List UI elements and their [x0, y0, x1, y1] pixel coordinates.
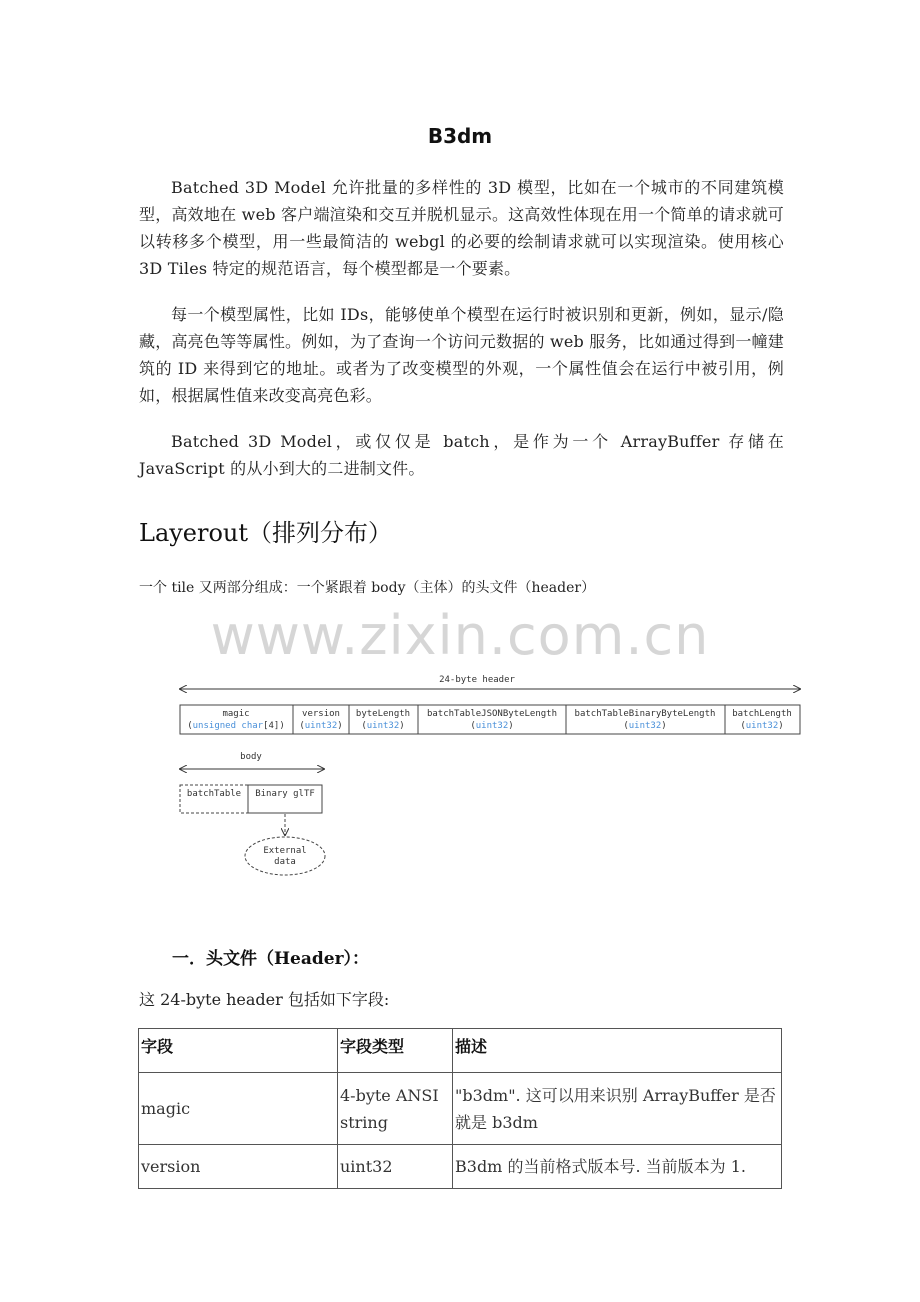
field-version-type: (uint32) [299, 721, 343, 731]
b3dm-layout-diagram [170, 668, 810, 890]
field-batchtablejson-type: (uint32) [470, 721, 514, 731]
field-batchtablebinary-name: batchTableBinaryByteLength [574, 709, 716, 719]
field-batchtablejson-name: batchTableJSONByteLength [426, 709, 558, 719]
field-bytelength-type: (uint32) [361, 721, 405, 731]
body-span-label: body [240, 752, 262, 762]
field-version-name: version [302, 709, 340, 719]
watermark: www.zixin.com.cn [210, 604, 710, 667]
header-section-heading: 一．头文件（Header）： [172, 949, 370, 969]
intro-paragraph-3: Batched 3D Model，或仅仅是 batch，是作为一个 ArrayBuffer 存储在 JavaScript 的从小到大的二进制文件。 [139, 432, 784, 478]
table-header-cell: 字段类型 [338, 1029, 453, 1073]
field-batchlength-type: (uint32) [740, 721, 784, 731]
header-fields-table [138, 1028, 782, 1189]
layout-heading: Layerout（排列分布） [139, 519, 393, 547]
document-title: B3dm [427, 124, 493, 148]
table-row [139, 1073, 782, 1145]
binary-gltf-label: Binary glTF [255, 789, 315, 799]
table-cell: B3dm 的当前格式版本号. 当前版本为 1. [453, 1145, 782, 1189]
table-header-cell: 描述 [453, 1029, 782, 1073]
intro-paragraph-2: 每一个模型属性，比如 IDs，能够使单个模型在运行时被识别和更新，例如，显示/隐藏，高亮色等等属性。例如，为了查询一个访问元数据的 web 服务，比如通过得到一幢建筑的 ID 来得到它的地址。或者为了改变模型的外观，一个属性值会在运行中被引用，例如，根据属性值来改变高亮色彩。 [139, 305, 784, 405]
field-bytelength-name: byteLength [355, 709, 411, 719]
header-span-label: 24-byte header [439, 675, 515, 685]
external-data-ellipse [245, 837, 325, 875]
intro-paragraph-1: Batched 3D Model 允许批量的多样性的 3D 模型，比如在一个城市的不同建筑模型，高效地在 web 客户端渲染和交互并脱机显示。这高效性体现在用一个简单的请求就可以转移多个模型，用一些最简洁的 webgl 的必要的绘制请求就可以实现渲染。使用核心 3D Tiles 特定的规范语言，每个模型都是一个要素。 [139, 178, 784, 278]
external-data-label-1: External [263, 846, 307, 856]
table-cell: "b3dm". 这可以用来识别 ArrayBuffer 是否就是 b3dm [453, 1073, 782, 1145]
table-cell: uint32 [338, 1145, 453, 1189]
table-cell: magic [139, 1073, 338, 1145]
external-data-label-2: data [274, 857, 296, 867]
header-intro: 这 24-byte header 包括如下字段: [139, 990, 390, 1009]
field-batchtablebinary-type: (uint32) [623, 721, 667, 731]
table-header-row [139, 1029, 782, 1073]
layout-description: 一个 tile 又两部分组成：一个紧跟着 body（主体）的头文件（header） [139, 580, 596, 596]
field-magic-type: (unsigned char[4]) [187, 721, 285, 731]
table-header-cell: 字段 [139, 1029, 338, 1073]
table-cell: version [139, 1145, 338, 1189]
field-magic-name: magic [222, 709, 250, 719]
table-cell: 4-byte ANSI string [338, 1073, 453, 1145]
table-row [139, 1145, 782, 1189]
batch-table-label: batchTable [186, 789, 242, 799]
field-batchlength-name: batchLength [732, 709, 792, 719]
